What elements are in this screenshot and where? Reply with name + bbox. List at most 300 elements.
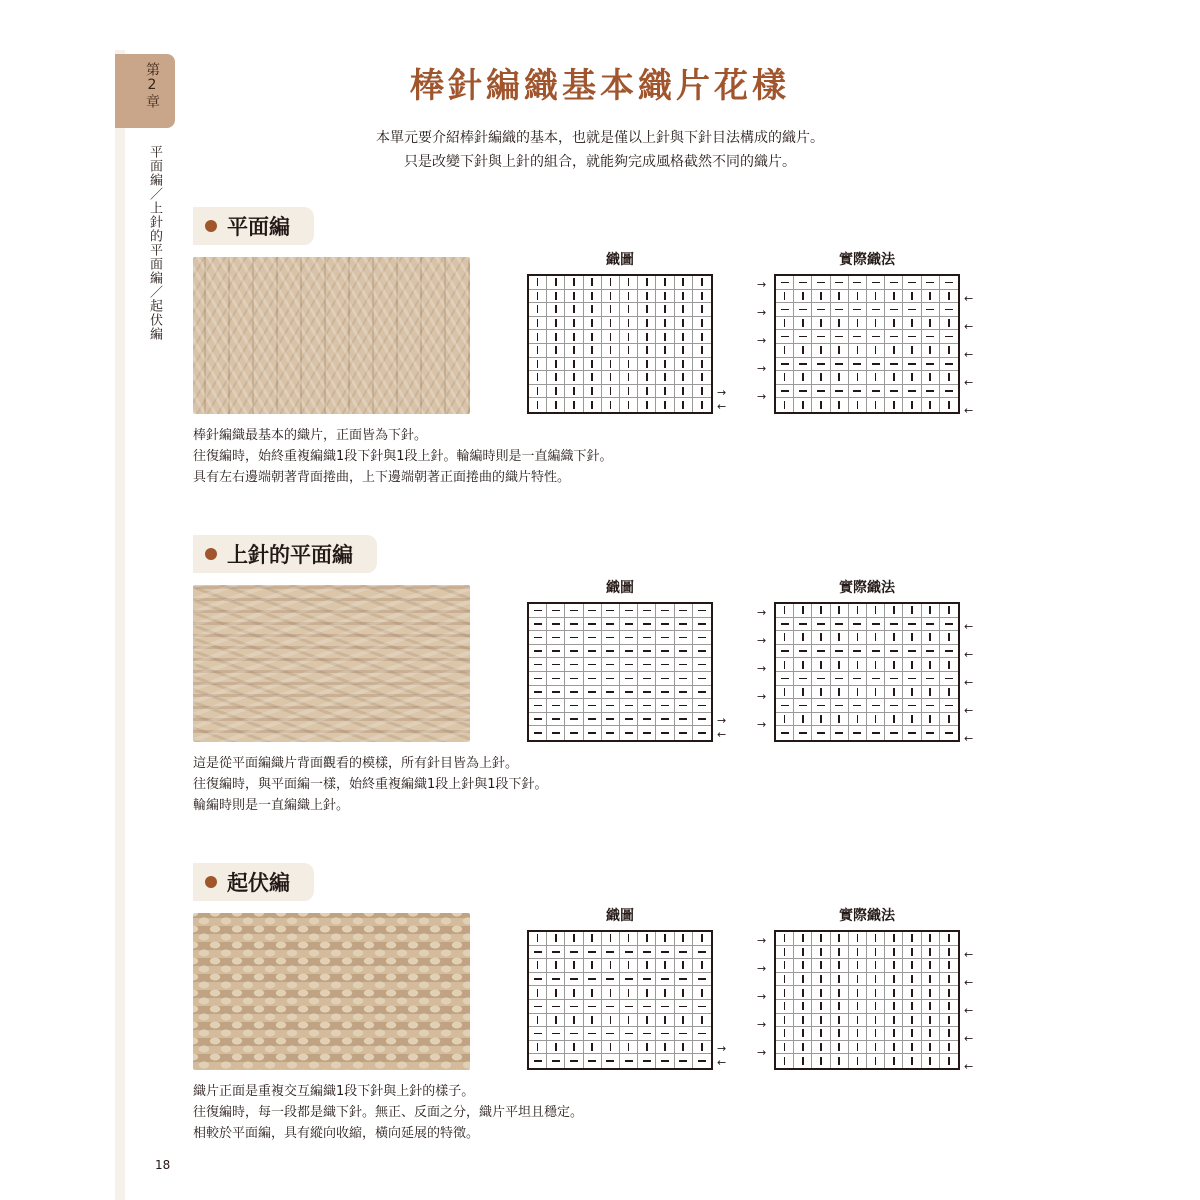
knit-symbol-icon: [565, 932, 583, 946]
knit-symbol-icon: [940, 371, 958, 385]
arrow-left-icon: ←: [964, 620, 974, 633]
knit-symbol-icon: [812, 973, 830, 987]
purl-symbol-icon: [903, 672, 921, 686]
knit-symbol-icon: [602, 385, 620, 399]
knit-symbol-icon: [656, 290, 674, 304]
knit-symbol-icon: [922, 604, 940, 618]
knit-symbol-icon: [940, 658, 958, 672]
purl-symbol-icon: [584, 713, 602, 727]
knit-symbol-icon: [831, 973, 849, 987]
purl-symbol-icon: [849, 276, 867, 290]
knit-symbol-icon: [638, 932, 656, 946]
knit-symbol-icon: [922, 317, 940, 331]
knit-symbol-icon: [831, 932, 849, 946]
knit-symbol-icon: [867, 344, 885, 358]
description-line: 往復編時，與平面編一樣，始終重複編織1段上針與1段下針。: [193, 777, 548, 792]
knit-symbol-icon: [849, 932, 867, 946]
knit-symbol-icon: [602, 1041, 620, 1055]
purl-symbol-icon: [693, 631, 711, 645]
reverse-stockinette-swatch-photo: [193, 585, 470, 742]
knit-symbol-icon: [693, 1014, 711, 1028]
arrow-left-icon: ←: [964, 376, 974, 389]
knit-symbol-icon: [812, 317, 830, 331]
knit-symbol-icon: [794, 371, 812, 385]
arrow-left-icon: ←: [964, 732, 974, 745]
stockinette-swatch-photo: [193, 257, 470, 414]
purl-symbol-icon: [794, 726, 812, 740]
purl-symbol-icon: [922, 726, 940, 740]
knit-symbol-icon: [602, 276, 620, 290]
knit-symbol-icon: [940, 686, 958, 700]
bullet-dot-icon: [205, 548, 217, 560]
knit-symbol-icon: [831, 317, 849, 331]
knit-symbol-icon: [831, 631, 849, 645]
purl-symbol-icon: [656, 604, 674, 618]
knit-symbol-icon: [675, 276, 693, 290]
knit-symbol-icon: [922, 713, 940, 727]
side-title: 平面編／上針的平面編／起伏編: [147, 145, 162, 341]
knit-symbol-icon: [776, 959, 794, 973]
knit-symbol-icon: [584, 398, 602, 412]
purl-symbol-icon: [620, 713, 638, 727]
knit-symbol-icon: [584, 385, 602, 399]
purl-symbol-icon: [620, 645, 638, 659]
knit-symbol-icon: [529, 385, 547, 399]
purl-symbol-icon: [584, 946, 602, 960]
purl-symbol-icon: [547, 645, 565, 659]
knit-symbol-icon: [940, 1027, 958, 1041]
purl-symbol-icon: [849, 618, 867, 632]
chart-label: 織圖: [606, 908, 634, 924]
purl-symbol-icon: [831, 672, 849, 686]
purl-symbol-icon: [620, 1000, 638, 1014]
purl-symbol-icon: [602, 1000, 620, 1014]
knit-symbol-icon: [638, 398, 656, 412]
purl-symbol-icon: [812, 276, 830, 290]
knit-symbol-icon: [638, 1041, 656, 1055]
arrow-left-icon: ←: [964, 704, 974, 717]
purl-symbol-icon: [547, 686, 565, 700]
knit-symbol-icon: [903, 932, 921, 946]
knit-symbol-icon: [675, 290, 693, 304]
purl-symbol-icon: [584, 1054, 602, 1068]
knit-symbol-icon: [584, 959, 602, 973]
section-heading: [193, 207, 314, 245]
knit-symbol-icon: [602, 371, 620, 385]
purl-symbol-icon: [584, 1000, 602, 1014]
knit-symbol-icon: [885, 686, 903, 700]
knit-symbol-icon: [867, 1014, 885, 1028]
knit-symbol-icon: [638, 317, 656, 331]
knit-symbol-icon: [831, 1054, 849, 1068]
garter-swatch-photo: [193, 913, 470, 1070]
knit-symbol-icon: [922, 973, 940, 987]
section-reverse-stockinette: [193, 535, 993, 845]
intro-line: 本單元要介紹棒針編織的基本，也就是僅以上針與下針目法構成的織片。: [376, 130, 824, 146]
purl-symbol-icon: [903, 645, 921, 659]
knit-symbol-icon: [812, 1000, 830, 1014]
knit-symbol-icon: [849, 344, 867, 358]
arrow-right-icon: →: [757, 990, 767, 1003]
purl-symbol-icon: [867, 699, 885, 713]
knit-symbol-icon: [529, 303, 547, 317]
purl-symbol-icon: [638, 1054, 656, 1068]
knit-symbol-icon: [794, 973, 812, 987]
knit-symbol-icon: [656, 986, 674, 1000]
purl-symbol-icon: [922, 276, 940, 290]
purl-symbol-icon: [565, 645, 583, 659]
knit-symbol-icon: [849, 658, 867, 672]
knit-symbol-icon: [812, 686, 830, 700]
purl-symbol-icon: [903, 618, 921, 632]
purl-symbol-icon: [638, 672, 656, 686]
purl-symbol-icon: [776, 672, 794, 686]
knit-symbol-icon: [776, 1054, 794, 1068]
knit-symbol-icon: [849, 317, 867, 331]
chart-label: 織圖: [606, 252, 634, 268]
purl-symbol-icon: [831, 726, 849, 740]
purl-symbol-icon: [776, 330, 794, 344]
purl-symbol-icon: [675, 699, 693, 713]
purl-symbol-icon: [867, 358, 885, 372]
knit-symbol-icon: [794, 344, 812, 358]
knit-symbol-icon: [620, 986, 638, 1000]
purl-symbol-icon: [849, 726, 867, 740]
knit-symbol-icon: [693, 330, 711, 344]
knit-symbol-icon: [867, 713, 885, 727]
side-strip: [115, 50, 125, 1200]
actual-knitting-chart: [774, 274, 960, 414]
purl-symbol-icon: [693, 604, 711, 618]
arrow-left-icon: ←: [964, 1004, 974, 1017]
knit-symbol-icon: [584, 276, 602, 290]
purl-symbol-icon: [620, 1054, 638, 1068]
knit-symbol-icon: [922, 290, 940, 304]
purl-symbol-icon: [584, 973, 602, 987]
arrow-right-icon: →: [757, 718, 767, 731]
purl-symbol-icon: [602, 726, 620, 740]
knit-symbol-icon: [693, 317, 711, 331]
purl-symbol-icon: [903, 726, 921, 740]
knit-symbol-icon: [812, 631, 830, 645]
purl-symbol-icon: [885, 276, 903, 290]
description-line: 棒針編織最基本的織片，正面皆為下針。: [193, 428, 428, 443]
knit-symbol-icon: [547, 959, 565, 973]
knit-symbol-icon: [638, 986, 656, 1000]
knit-symbol-icon: [656, 959, 674, 973]
knit-symbol-icon: [903, 946, 921, 960]
arrow-left-icon: ←: [964, 948, 974, 961]
purl-symbol-icon: [940, 726, 958, 740]
purl-symbol-icon: [693, 973, 711, 987]
knit-symbol-icon: [849, 1027, 867, 1041]
purl-symbol-icon: [638, 973, 656, 987]
knit-symbol-icon: [794, 959, 812, 973]
knit-symbol-icon: [812, 959, 830, 973]
purl-symbol-icon: [565, 713, 583, 727]
knit-symbol-icon: [885, 371, 903, 385]
purl-symbol-icon: [922, 385, 940, 399]
purl-symbol-icon: [547, 631, 565, 645]
knit-symbol-icon: [565, 1014, 583, 1028]
knit-symbol-icon: [693, 371, 711, 385]
purl-symbol-icon: [620, 946, 638, 960]
purl-symbol-icon: [867, 726, 885, 740]
knit-symbol-icon: [849, 973, 867, 987]
purl-symbol-icon: [602, 713, 620, 727]
purl-symbol-icon: [656, 713, 674, 727]
intro-text: [300, 126, 900, 174]
knit-symbol-icon: [620, 1041, 638, 1055]
knit-symbol-icon: [794, 658, 812, 672]
knit-symbol-icon: [776, 1041, 794, 1055]
purl-symbol-icon: [794, 358, 812, 372]
knit-symbol-icon: [584, 371, 602, 385]
knit-symbol-icon: [867, 932, 885, 946]
knit-symbol-icon: [638, 276, 656, 290]
knit-symbol-icon: [584, 932, 602, 946]
arrow-left-icon: ←: [964, 676, 974, 689]
knit-symbol-icon: [885, 631, 903, 645]
knit-symbol-icon: [903, 1014, 921, 1028]
description-line: 這是從平面編織片背面觀看的模樣，所有針目皆為上針。: [193, 756, 519, 771]
knit-symbol-icon: [831, 1014, 849, 1028]
knit-symbol-icon: [794, 290, 812, 304]
purl-symbol-icon: [565, 973, 583, 987]
purl-symbol-icon: [903, 330, 921, 344]
knit-symbol-icon: [693, 986, 711, 1000]
purl-symbol-icon: [675, 658, 693, 672]
purl-symbol-icon: [656, 658, 674, 672]
knit-symbol-icon: [849, 1014, 867, 1028]
purl-symbol-icon: [922, 699, 940, 713]
purl-symbol-icon: [831, 618, 849, 632]
section-description: [193, 753, 753, 816]
knit-symbol-icon: [638, 371, 656, 385]
purl-symbol-icon: [638, 686, 656, 700]
purl-symbol-icon: [903, 276, 921, 290]
purl-symbol-icon: [584, 618, 602, 632]
knit-symbol-icon: [903, 658, 921, 672]
purl-symbol-icon: [620, 618, 638, 632]
knit-symbol-icon: [776, 1014, 794, 1028]
purl-symbol-icon: [584, 645, 602, 659]
purl-symbol-icon: [602, 645, 620, 659]
purl-symbol-icon: [675, 973, 693, 987]
knit-symbol-icon: [620, 330, 638, 344]
purl-symbol-icon: [885, 303, 903, 317]
knit-symbol-icon: [547, 385, 565, 399]
arrow-right-icon: →: [757, 690, 767, 703]
knit-symbol-icon: [529, 1041, 547, 1055]
purl-symbol-icon: [693, 658, 711, 672]
purl-symbol-icon: [776, 276, 794, 290]
purl-symbol-icon: [849, 303, 867, 317]
knit-symbol-icon: [903, 344, 921, 358]
arrow-right-icon: →: [757, 606, 767, 619]
purl-symbol-icon: [776, 645, 794, 659]
knit-symbol-icon: [675, 398, 693, 412]
purl-symbol-icon: [547, 699, 565, 713]
knit-symbol-icon: [638, 385, 656, 399]
purl-symbol-icon: [602, 672, 620, 686]
purl-symbol-icon: [693, 672, 711, 686]
purl-symbol-icon: [885, 330, 903, 344]
purl-symbol-icon: [794, 303, 812, 317]
purl-symbol-icon: [565, 1000, 583, 1014]
knit-symbol-icon: [656, 317, 674, 331]
purl-symbol-icon: [602, 686, 620, 700]
knit-symbol-icon: [849, 1041, 867, 1055]
knitting-chart: [527, 930, 713, 1070]
knit-symbol-icon: [922, 1041, 940, 1055]
knit-symbol-icon: [903, 713, 921, 727]
knit-symbol-icon: [849, 398, 867, 412]
knit-symbol-icon: [620, 276, 638, 290]
purl-symbol-icon: [565, 604, 583, 618]
purl-symbol-icon: [776, 385, 794, 399]
knit-symbol-icon: [565, 303, 583, 317]
knit-symbol-icon: [867, 604, 885, 618]
purl-symbol-icon: [547, 1054, 565, 1068]
knit-symbol-icon: [776, 713, 794, 727]
knit-symbol-icon: [794, 398, 812, 412]
page-number: 18: [155, 1158, 171, 1172]
description-line: 輪編時則是一直編織上針。: [193, 798, 350, 813]
knit-symbol-icon: [656, 371, 674, 385]
purl-symbol-icon: [776, 303, 794, 317]
knit-symbol-icon: [903, 317, 921, 331]
purl-symbol-icon: [547, 618, 565, 632]
knit-symbol-icon: [638, 290, 656, 304]
purl-symbol-icon: [675, 1027, 693, 1041]
purl-symbol-icon: [867, 618, 885, 632]
knit-symbol-icon: [885, 1014, 903, 1028]
knit-symbol-icon: [831, 946, 849, 960]
knit-symbol-icon: [831, 1000, 849, 1014]
knit-symbol-icon: [867, 1027, 885, 1041]
arrow-left-icon: ←: [964, 1032, 974, 1045]
knit-symbol-icon: [693, 932, 711, 946]
section-heading-text: 起伏編: [227, 871, 290, 895]
knit-symbol-icon: [794, 1000, 812, 1014]
knit-symbol-icon: [812, 658, 830, 672]
knit-symbol-icon: [831, 959, 849, 973]
purl-symbol-icon: [903, 699, 921, 713]
purl-symbol-icon: [867, 276, 885, 290]
purl-symbol-icon: [812, 672, 830, 686]
description-line: 相較於平面編，具有縱向收縮，橫向延展的特徵。: [193, 1126, 480, 1141]
section-stockinette: [193, 207, 993, 517]
arrow-left-icon: ←: [964, 1060, 974, 1073]
purl-symbol-icon: [638, 631, 656, 645]
knit-symbol-icon: [565, 371, 583, 385]
purl-symbol-icon: [922, 672, 940, 686]
knit-symbol-icon: [794, 631, 812, 645]
knit-symbol-icon: [794, 986, 812, 1000]
purl-symbol-icon: [565, 658, 583, 672]
section-heading: [193, 535, 377, 573]
knit-symbol-icon: [885, 398, 903, 412]
purl-symbol-icon: [885, 618, 903, 632]
knit-symbol-icon: [794, 317, 812, 331]
actual-knitting-chart: [774, 602, 960, 742]
purl-symbol-icon: [656, 686, 674, 700]
purl-symbol-icon: [656, 946, 674, 960]
knit-symbol-icon: [620, 932, 638, 946]
purl-symbol-icon: [584, 658, 602, 672]
knit-symbol-icon: [812, 290, 830, 304]
arrow-left-icon: ←: [717, 400, 727, 413]
purl-symbol-icon: [620, 726, 638, 740]
knit-symbol-icon: [675, 317, 693, 331]
knit-symbol-icon: [529, 276, 547, 290]
purl-symbol-icon: [584, 604, 602, 618]
actual-label: 實際織法: [839, 908, 895, 924]
knit-symbol-icon: [620, 358, 638, 372]
knit-symbol-icon: [903, 1041, 921, 1055]
knit-symbol-icon: [867, 658, 885, 672]
purl-symbol-icon: [638, 604, 656, 618]
purl-symbol-icon: [794, 672, 812, 686]
knit-symbol-icon: [922, 946, 940, 960]
purl-symbol-icon: [940, 672, 958, 686]
knit-symbol-icon: [885, 932, 903, 946]
purl-symbol-icon: [529, 686, 547, 700]
knit-symbol-icon: [849, 371, 867, 385]
purl-symbol-icon: [794, 330, 812, 344]
purl-symbol-icon: [794, 699, 812, 713]
knit-symbol-icon: [602, 986, 620, 1000]
knit-symbol-icon: [638, 344, 656, 358]
knit-symbol-icon: [620, 1014, 638, 1028]
intro-line: 只是改變下針與上針的組合，就能夠完成風格截然不同的織片。: [404, 154, 796, 170]
purl-symbol-icon: [903, 303, 921, 317]
purl-symbol-icon: [885, 385, 903, 399]
knit-symbol-icon: [849, 1000, 867, 1014]
purl-symbol-icon: [565, 672, 583, 686]
knit-symbol-icon: [885, 1041, 903, 1055]
arrow-right-icon: →: [757, 390, 767, 403]
arrow-left-icon: ←: [964, 404, 974, 417]
purl-symbol-icon: [812, 726, 830, 740]
knit-symbol-icon: [693, 385, 711, 399]
knit-symbol-icon: [940, 932, 958, 946]
knit-symbol-icon: [547, 317, 565, 331]
purl-symbol-icon: [602, 631, 620, 645]
purl-symbol-icon: [867, 645, 885, 659]
knit-symbol-icon: [693, 344, 711, 358]
purl-symbol-icon: [620, 1027, 638, 1041]
bullet-dot-icon: [205, 220, 217, 232]
purl-symbol-icon: [812, 618, 830, 632]
knit-symbol-icon: [903, 631, 921, 645]
purl-symbol-icon: [867, 303, 885, 317]
knit-symbol-icon: [831, 1041, 849, 1055]
purl-symbol-icon: [849, 672, 867, 686]
knit-symbol-icon: [693, 358, 711, 372]
purl-symbol-icon: [940, 645, 958, 659]
knit-symbol-icon: [656, 385, 674, 399]
knit-symbol-icon: [565, 330, 583, 344]
knit-symbol-icon: [849, 986, 867, 1000]
knit-symbol-icon: [885, 317, 903, 331]
purl-symbol-icon: [656, 726, 674, 740]
purl-symbol-icon: [565, 1027, 583, 1041]
knit-symbol-icon: [675, 1014, 693, 1028]
purl-symbol-icon: [638, 658, 656, 672]
knit-symbol-icon: [885, 290, 903, 304]
